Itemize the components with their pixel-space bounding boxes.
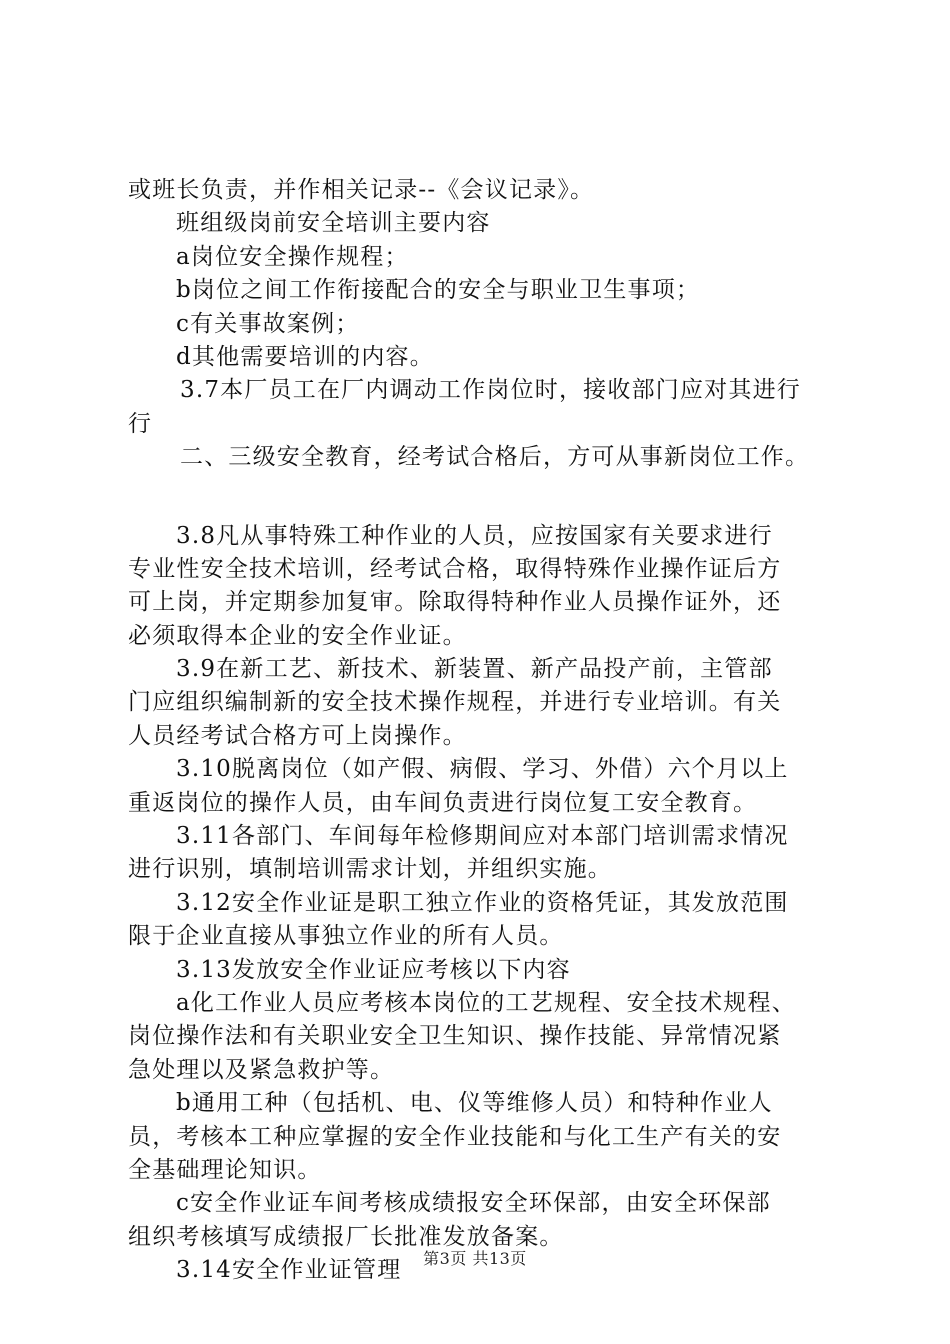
clause-3-8: 3.8凡从事特殊工种作业的人员，应按国家有关要求进行 (176, 522, 773, 549)
clause-3-12: 3.12安全作业证是职工独立作业的资格凭证，其发放范围 (176, 889, 789, 916)
text-line: 限于企业直接从事独立作业的所有人员。 (128, 923, 564, 950)
text-line: 人员经考试合格方可上岗操作。 (128, 722, 467, 749)
document-body (128, 174, 840, 1288)
page-number-footer: 第3页 共13页 (423, 1249, 527, 1268)
list-item: a岗位安全操作规程； (176, 243, 409, 270)
list-item: b岗位之间工作衔接配合的安全与职业卫生事项； (176, 277, 701, 304)
text-line: 重返岗位的操作人员，由车间负责进行岗位复工安全教育。 (128, 789, 758, 816)
text-line: 必须取得本企业的安全作业证。 (128, 622, 467, 649)
section-heading: 班组级岗前安全培训主要内容 (176, 210, 491, 237)
text-line: 进行识别，填制培训需求计划，并组织实施。 (128, 856, 612, 883)
text-line: 门应组织编制新的安全技术操作规程，并进行专业培训。有关 (128, 689, 782, 716)
clause-3-7: 3.7本厂员工在厂内调动工作岗位时，接收部门应对其进行 (180, 377, 801, 404)
text-line: 行 (128, 410, 153, 437)
text-line: 组织考核填写成绩报厂长批准发放备案。 (128, 1223, 564, 1250)
text-line: 可上岗，并定期参加复审。除取得特种作业人员操作证外，还 (128, 589, 782, 616)
text-line: 岗位操作法和有关职业安全卫生知识、操作技能、异常情况紧 (128, 1023, 782, 1050)
list-item: d其他需要培训的内容。 (176, 343, 434, 370)
clause-3-9: 3.9在新工艺、新技术、新装置、新产品投产前，主管部 (176, 656, 773, 683)
paragraph-gap (128, 475, 840, 520)
list-item: b通用工种（包括机、电、仪等维修人员）和特种作业人 (176, 1090, 773, 1117)
clause-3-10: 3.10脱离岗位（如产假、病假、学习、外借）六个月以上 (176, 756, 789, 783)
list-item: c安全作业证车间考核成绩报安全环保部，由安全环保部 (176, 1190, 771, 1217)
list-item: a化工作业人员应考核本岗位的工艺规程、安全技术规程、 (176, 989, 796, 1016)
text-line: 员，考核本工种应掌握的安全作业技能和与化工生产有关的安 (128, 1123, 782, 1150)
text-line: 或班长负责，并作相关记录--《会议记录》。 (128, 177, 595, 203)
text-line: 专业性安全技术培训，经考试合格，取得特殊作业操作证后方 (128, 555, 782, 582)
text-line: 急处理以及紧急救护等。 (128, 1056, 395, 1083)
list-item: c有关事故案例； (176, 310, 360, 337)
clause-3-11: 3.11各部门、车间每年检修期间应对本部门培训需求情况 (176, 823, 789, 850)
text-line: 全基础理论知识。 (128, 1156, 322, 1183)
clause-3-14: 3.14安全作业证管理 (176, 1257, 402, 1284)
clause-3-13: 3.13发放安全作业证应考核以下内容 (176, 956, 571, 983)
text-line: 二、三级安全教育，经考试合格后，方可从事新岗位工作。 (180, 444, 810, 471)
